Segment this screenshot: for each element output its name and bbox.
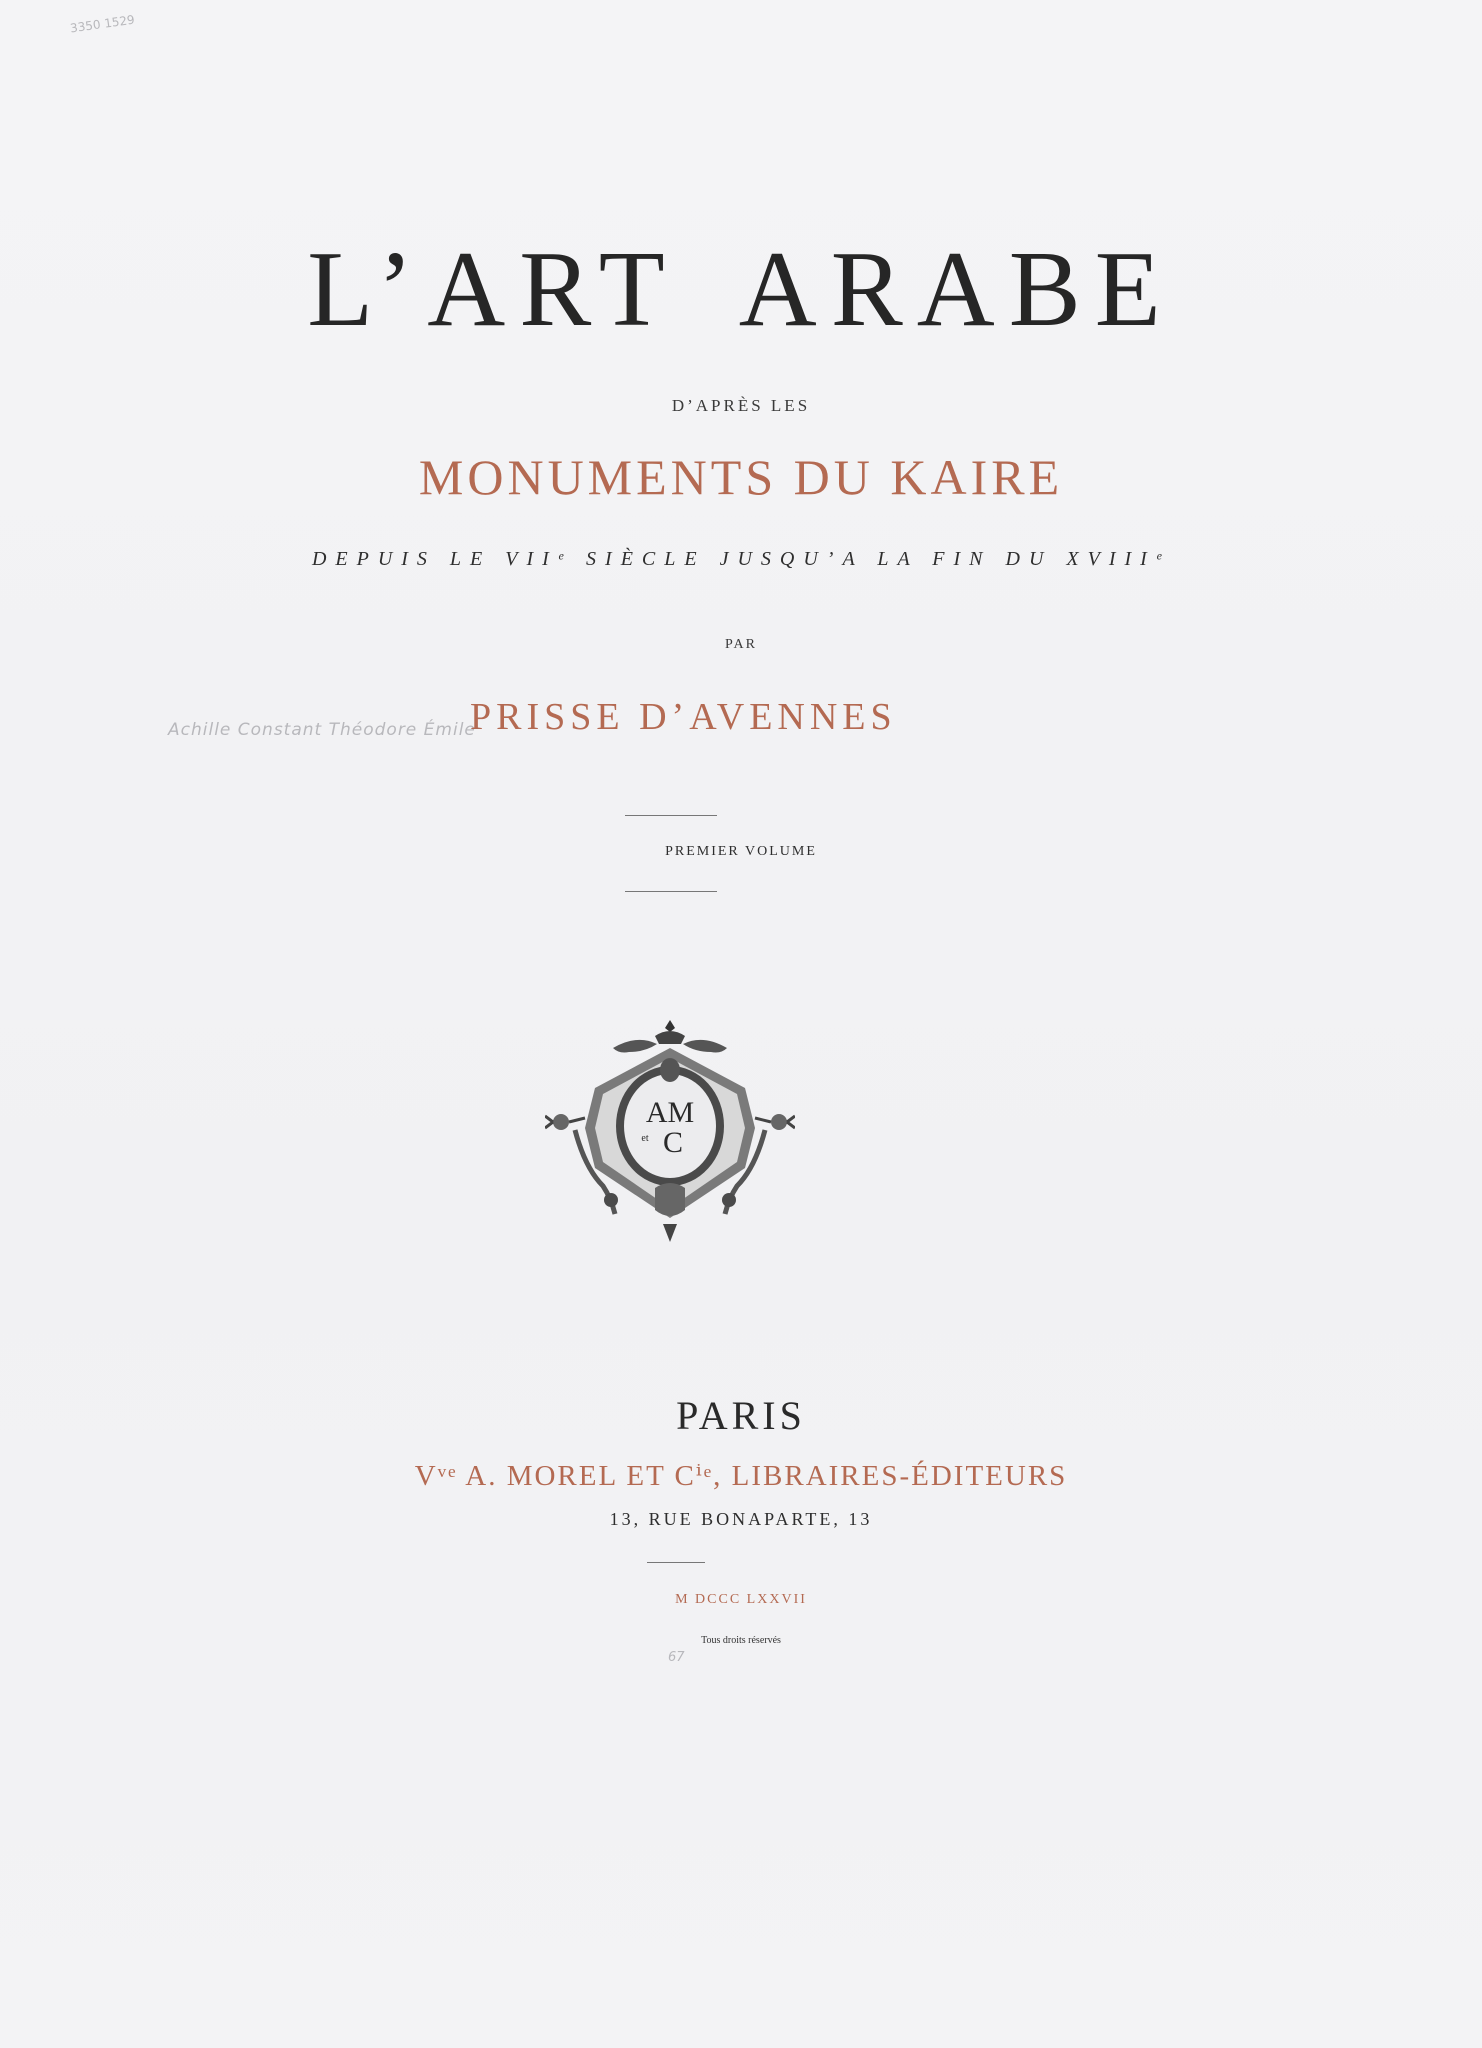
by-label: PAR xyxy=(725,637,757,652)
divider-rule xyxy=(647,1562,705,1563)
title-part-2: ARABE xyxy=(738,230,1175,349)
publication-city: PARIS xyxy=(676,1393,806,1438)
main-title xyxy=(0,228,1482,352)
publication-year: M DCCC LXXVII xyxy=(675,1592,807,1607)
divider-rule xyxy=(625,815,717,816)
publisher-name: Vᵛᵉ A. MOREL ET Cⁱᵉ, LIBRAIRES-ÉDITEURS xyxy=(414,1460,1068,1492)
author-name: PRISSE D’AVENNES xyxy=(470,696,897,738)
pencil-annotation: Achille Constant Théodore Émile xyxy=(168,720,476,740)
rights-notice: Tous droits réservés xyxy=(701,1635,781,1646)
subtitle-main: MONUMENTS DU KAIRE xyxy=(418,449,1064,505)
volume-label: PREMIER VOLUME xyxy=(665,844,817,859)
publisher-emblem-icon xyxy=(545,1018,795,1243)
pencil-mark: 67 xyxy=(668,1650,685,1665)
monogram-bottom: C xyxy=(662,1126,684,1159)
monogram-joiner: et xyxy=(641,1133,649,1144)
divider-rule xyxy=(625,891,717,892)
monogram-top: AM xyxy=(645,1096,695,1129)
title-part-1: L’ART xyxy=(307,230,679,349)
pencil-shelfmark: 3350 1529 xyxy=(69,12,136,36)
publisher-address: 13, RUE BONAPARTE, 13 xyxy=(609,1509,873,1529)
subtitle-lead: D’APRÈS LES xyxy=(671,396,811,415)
date-range: DEPUIS LE VIIᵉ SIÈCLE JUSQU’A LA FIN DU XVIIIᵉ xyxy=(311,548,1171,570)
